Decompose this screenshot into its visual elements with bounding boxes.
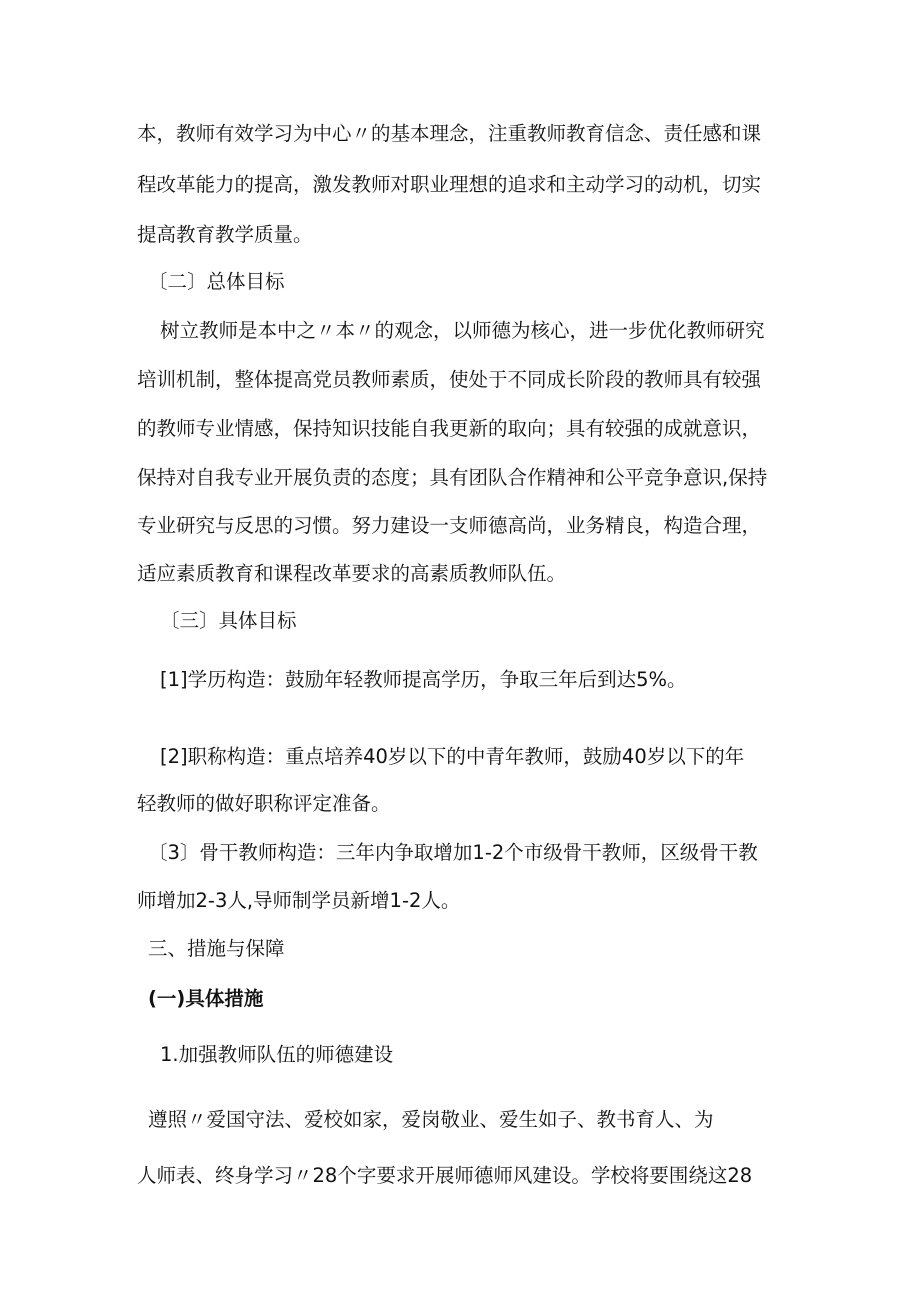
section-heading: 三、措施与保障 — [148, 937, 285, 960]
paragraph-line: 培训机制，整体提高党员教师素质，使处于不同成长阶段的教师具有较强 — [137, 368, 762, 391]
paragraph-line: 适应素质教育和课程改革要求的高素质教师队伍。 — [137, 562, 567, 585]
paragraph-line: 专业研究与反思的习惯。努力建设一支师德高尚，业务精良，构造合理， — [137, 514, 762, 537]
paragraph-line: 遵照〃爱国守法、爱校如家，爱岗敬业、爱生如子、教书育人、为 — [148, 1108, 714, 1131]
paragraph-line: 的教师专业情感，保持知识技能自我更新的取向；具有较强的成就意识， — [137, 417, 762, 440]
list-item: [2]职称构造：重点培养40岁以下的中青年教师，鼓励40岁以下的年 — [160, 745, 745, 768]
paragraph-line: 提高教育教学质量。 — [137, 223, 313, 246]
subsection-heading: 1.加强教师队伍的师德建设 — [160, 1043, 394, 1066]
list-item: [1]学历构造：鼓励年轻教师提高学历，争取三年后到达5%。 — [160, 668, 687, 691]
paragraph-line: 人师表、终身学习〃28个字要求开展师德师风建设。学校将要围绕这28 — [137, 1164, 753, 1187]
list-item: 〔3〕骨干教师构造：三年内争取增加1-2个市级骨干教师，区级骨干教 — [148, 841, 758, 864]
paragraph-line: 树立教师是本中之〃本〃的观念，以师德为核心，进一步优化教师研究 — [160, 319, 765, 342]
paragraph-line: 程改革能力的提高，激发教师对职业理想的追求和主动学习的动机，切实 — [137, 173, 762, 196]
paragraph-line: 师增加2-3人,导师制学员新增1-2人。 — [137, 889, 461, 912]
paragraph-line: 轻教师的做好职称评定准备。 — [137, 792, 391, 815]
section-heading: 〔二〕总体目标 — [148, 270, 285, 293]
paragraph-line: 保持对自我专业开展负责的态度；具有团队合作精神和公平竞争意识,保持 — [137, 466, 768, 489]
paragraph-line: 本，教师有效学习为中心〃的基本理念，注重教师教育信念、责任感和课 — [137, 122, 762, 145]
subsection-heading: (一)具体措施 — [148, 987, 264, 1010]
section-heading: 〔三〕具体目标 — [160, 609, 297, 632]
